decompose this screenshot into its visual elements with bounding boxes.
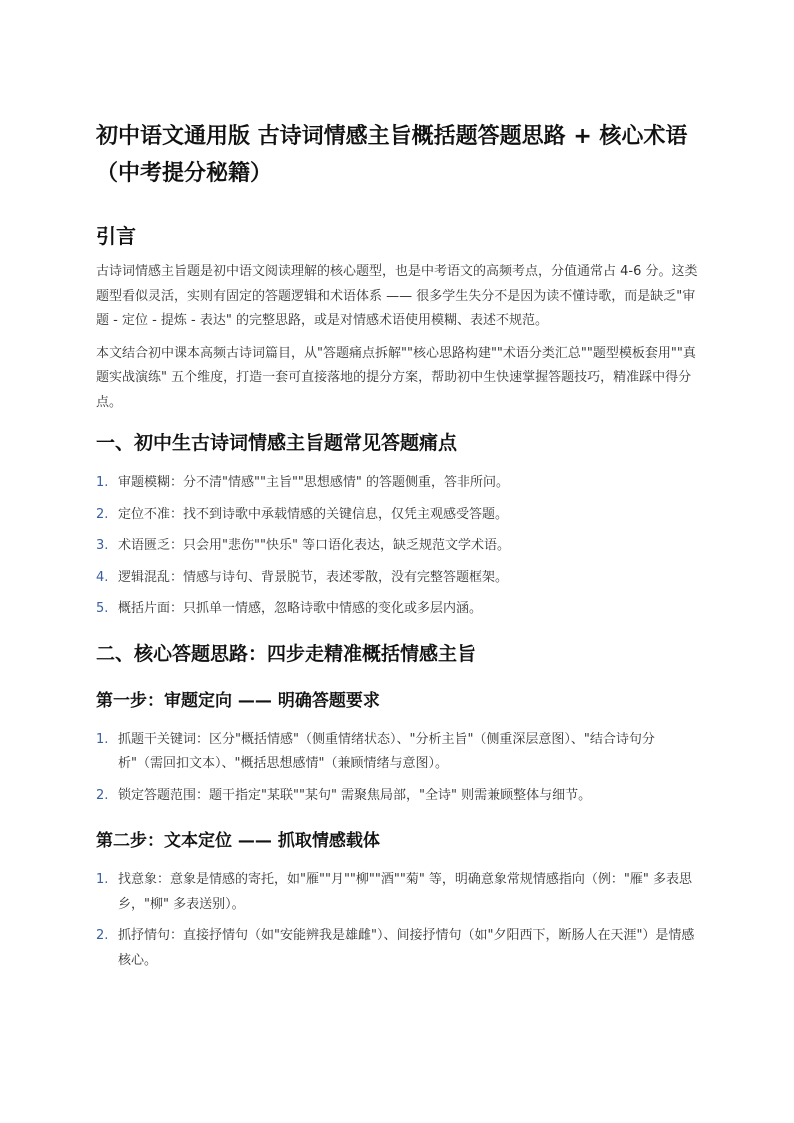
step2-list xyxy=(96,868,698,973)
list-text: 逻辑混乱：情感与诗句、背景脱节，表述零散，没有完整答题框架。 xyxy=(118,569,509,585)
intro-paragraph-1: 古诗词情感主旨题是初中语文阅读理解的核心题型，也是中考语文的高频考点，分值通常占 4-6 分。这类题型看似灵活，实则有固定的答题逻辑和术语体系 —— 很多学生失分不是因为读不懂诗歌，而是缺乏"审题 - 定位 - 提炼 - 表达" 的完整思路，或是对情感术语使用模糊、表述不规范。 xyxy=(96,264,698,328)
section1-heading: 一、初中生古诗词情感主旨题常见答题痛点 xyxy=(96,432,458,454)
list-number: 1. xyxy=(96,475,109,490)
list-number: 1. xyxy=(96,731,109,747)
list-text: 审题模糊：分不清"情感""主旨""思想感情" 的答题侧重，答非所问。 xyxy=(118,475,510,490)
step1-list xyxy=(96,728,698,809)
list-text: 定位不准：找不到诗歌中承载情感的关键信息，仅凭主观感受答题。 xyxy=(118,506,509,522)
list-text: 找意象：意象是情感的寄托，如"雁""月""柳""酒""菊" 等，明确意象常规情感指向（例："雁" 多表思乡，"柳" 多表送别）。 xyxy=(118,872,693,912)
list-number: 2. xyxy=(96,506,109,522)
list-number: 1. xyxy=(96,872,109,887)
intro-paragraph-2: 本文结合初中课本高频古诗词篇目，从"答题痛点拆解""核心思路构建""术语分类汇总""题型模板套用""真题实战演练" 五个维度，打造一套可直接落地的提分方案，帮助初中生快速掌握答题技巧，精准踩中得分点。 xyxy=(96,345,696,410)
list-item xyxy=(96,534,698,559)
section1-list xyxy=(96,471,698,622)
list-text: 抓题干关键词：区分"概括情感"（侧重情绪状态）、"分析主旨"（侧重深层意图）、"结合诗句分析"（需回扣文本）、"概括思想感情"（兼顾情绪与意图）。 xyxy=(118,731,655,771)
list-text: 抓抒情句：直接抒情句（如"安能辨我是雄雌"）、间接抒情句（如"夕阳西下，断肠人在天涯"）是情感核心。 xyxy=(118,928,695,968)
list-text: 术语匮乏：只会用"悲伤""快乐" 等口语化表达，缺乏规范文学术语。 xyxy=(118,538,511,553)
list-item xyxy=(96,597,698,622)
list-item xyxy=(96,728,698,777)
section2-heading: 二、核心答题思路：四步走精准概括情感主旨 xyxy=(96,642,477,665)
step1-heading: 第一步：审题定向 —— 明确答题要求 xyxy=(96,690,380,711)
list-number: 5. xyxy=(96,601,109,616)
list-text: 锁定答题范围：题干指定"某联""某句" 需聚焦局部，"全诗" 则需兼顾整体与细节。 xyxy=(118,787,592,803)
list-item xyxy=(96,868,698,917)
list-number: 2. xyxy=(96,787,109,803)
list-number: 2. xyxy=(96,928,109,943)
list-item xyxy=(96,503,698,528)
intro-heading: 引言 xyxy=(96,224,136,248)
list-item xyxy=(96,471,698,496)
list-item xyxy=(96,566,698,591)
list-item xyxy=(96,924,698,973)
list-item xyxy=(96,784,698,809)
document-title: 初中语文通用版 古诗词情感主旨概括题答题思路 + 核心术语（中考提分秘籍） xyxy=(96,124,688,186)
list-number: 3. xyxy=(96,538,109,553)
list-text: 概括片面：只抓单一情感，忽略诗歌中情感的变化或多层内涵。 xyxy=(118,601,483,616)
list-number: 4. xyxy=(96,569,109,585)
step2-heading: 第二步：文本定位 —— 抓取情感载体 xyxy=(96,831,380,851)
